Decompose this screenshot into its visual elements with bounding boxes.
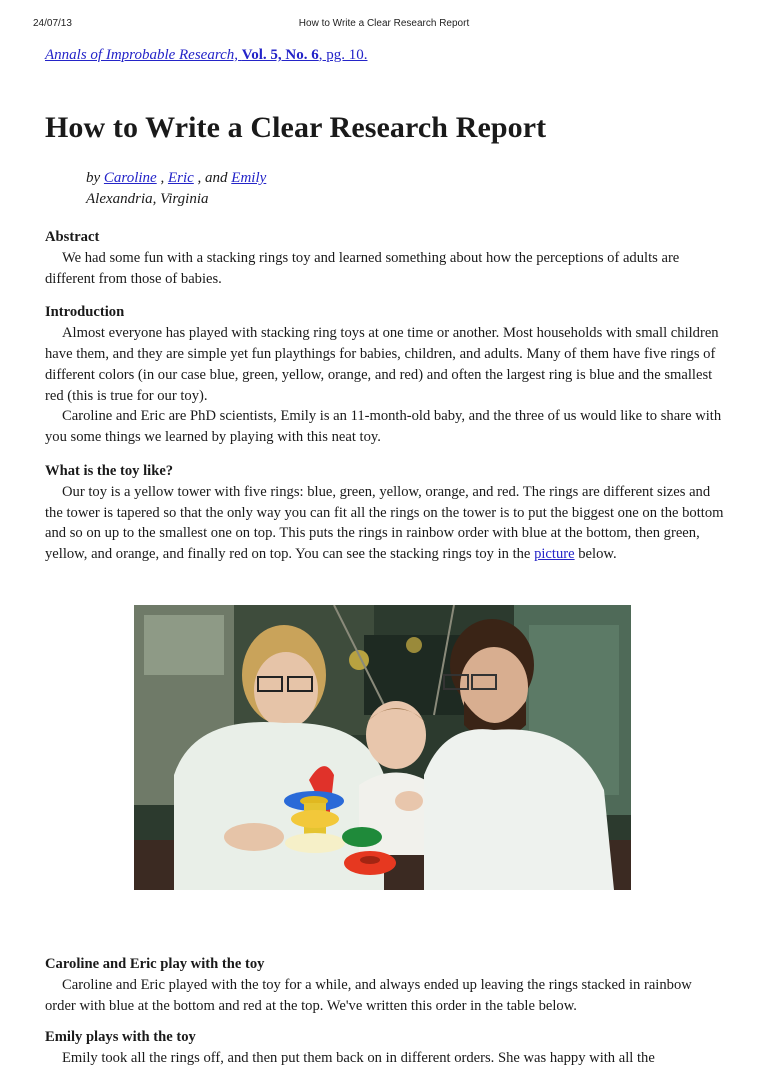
caroline-eric-paragraph: Caroline and Eric played with the toy for a while, and always ended up leaving the rings stacked in rainbow order with blue at the bottom and red at the top. We've written this order in the table below. xyxy=(45,976,692,1014)
citation-link[interactable] xyxy=(45,47,368,63)
introduction-paragraph-1: Almost everyone has played with stacking ring toys at one time or another. Most households with small children have them, and they are simple yet fun playthings for babies, children, and adults. Many of them have five rings of different colors (in our case blue, green, yellow, orange, and red) and often the largest ring is blue and the smallest red (this is true for our toy). xyxy=(45,325,719,404)
byline-separator: , and xyxy=(193,170,232,186)
author-link-caroline[interactable]: Caroline xyxy=(103,170,157,186)
photo-family-with-toy xyxy=(134,605,631,890)
picture-link[interactable]: picture xyxy=(534,546,575,563)
toy-paragraph xyxy=(45,482,725,565)
journal-name: Annals of Improbable Research, xyxy=(45,47,239,63)
author-link-eric[interactable]: Eric xyxy=(167,170,194,186)
citation-separator: , xyxy=(318,47,323,63)
section-heading-caroline-eric: Caroline and Eric play with the toy xyxy=(45,956,265,972)
byline-separator: , xyxy=(156,170,168,186)
article-title: How to Write a Clear Research Report xyxy=(45,111,547,144)
authors-line xyxy=(86,168,266,189)
author-location: Alexandria, Virginia xyxy=(86,191,209,207)
introduction-paragraph-2: Caroline and Eric are PhD scientists, Emily is an 11-month-old baby, and the three of us would like to share with you some things we learned by playing with this neat toy. xyxy=(45,408,722,446)
photo-illustration xyxy=(134,605,631,890)
section-heading-introduction: Introduction xyxy=(45,304,125,321)
print-date: 24/07/13 xyxy=(33,18,72,29)
journal-volume: Vol. 5, No. 6 xyxy=(241,47,319,63)
byline xyxy=(86,168,266,210)
article xyxy=(45,44,725,1067)
print-header xyxy=(0,18,768,32)
byline-by: by xyxy=(86,170,104,186)
section-heading-emily: Emily plays with the toy xyxy=(45,1029,196,1046)
article-body xyxy=(45,227,725,565)
citation xyxy=(45,44,725,66)
journal-page: pg. 10. xyxy=(322,47,368,63)
abstract-text: We had some fun with a stacking rings toy and learned something about how the perceptions of adults are different from those of babies. xyxy=(45,249,680,287)
article-body-continued xyxy=(45,954,725,1069)
emily-paragraph: Emily took all the rings off, and then put them back on in different orders. She was happy with all the xyxy=(62,1050,655,1067)
section-heading-toy: What is the toy like? xyxy=(45,462,174,479)
section-heading-abstract: Abstract xyxy=(45,229,100,245)
toy-paragraph-text: Our toy is a yellow tower with five rings: blue, green, yellow, orange, and red. The rings are different sizes and the tower is tapered so that the only way you can fit all the rings on the tower is to put the biggest one on the bottom and so on up to the smallest one on top. This puts the rings in rainbow order with blue at the bottom, then green, yellow, and orange, and finally red on top. You can see the stacking rings toy in the xyxy=(45,483,724,563)
print-page-title: How to Write a Clear Research Report xyxy=(298,18,470,29)
author-link-emily[interactable]: Emily xyxy=(231,170,267,186)
toy-paragraph-text-end: below. xyxy=(574,546,617,563)
